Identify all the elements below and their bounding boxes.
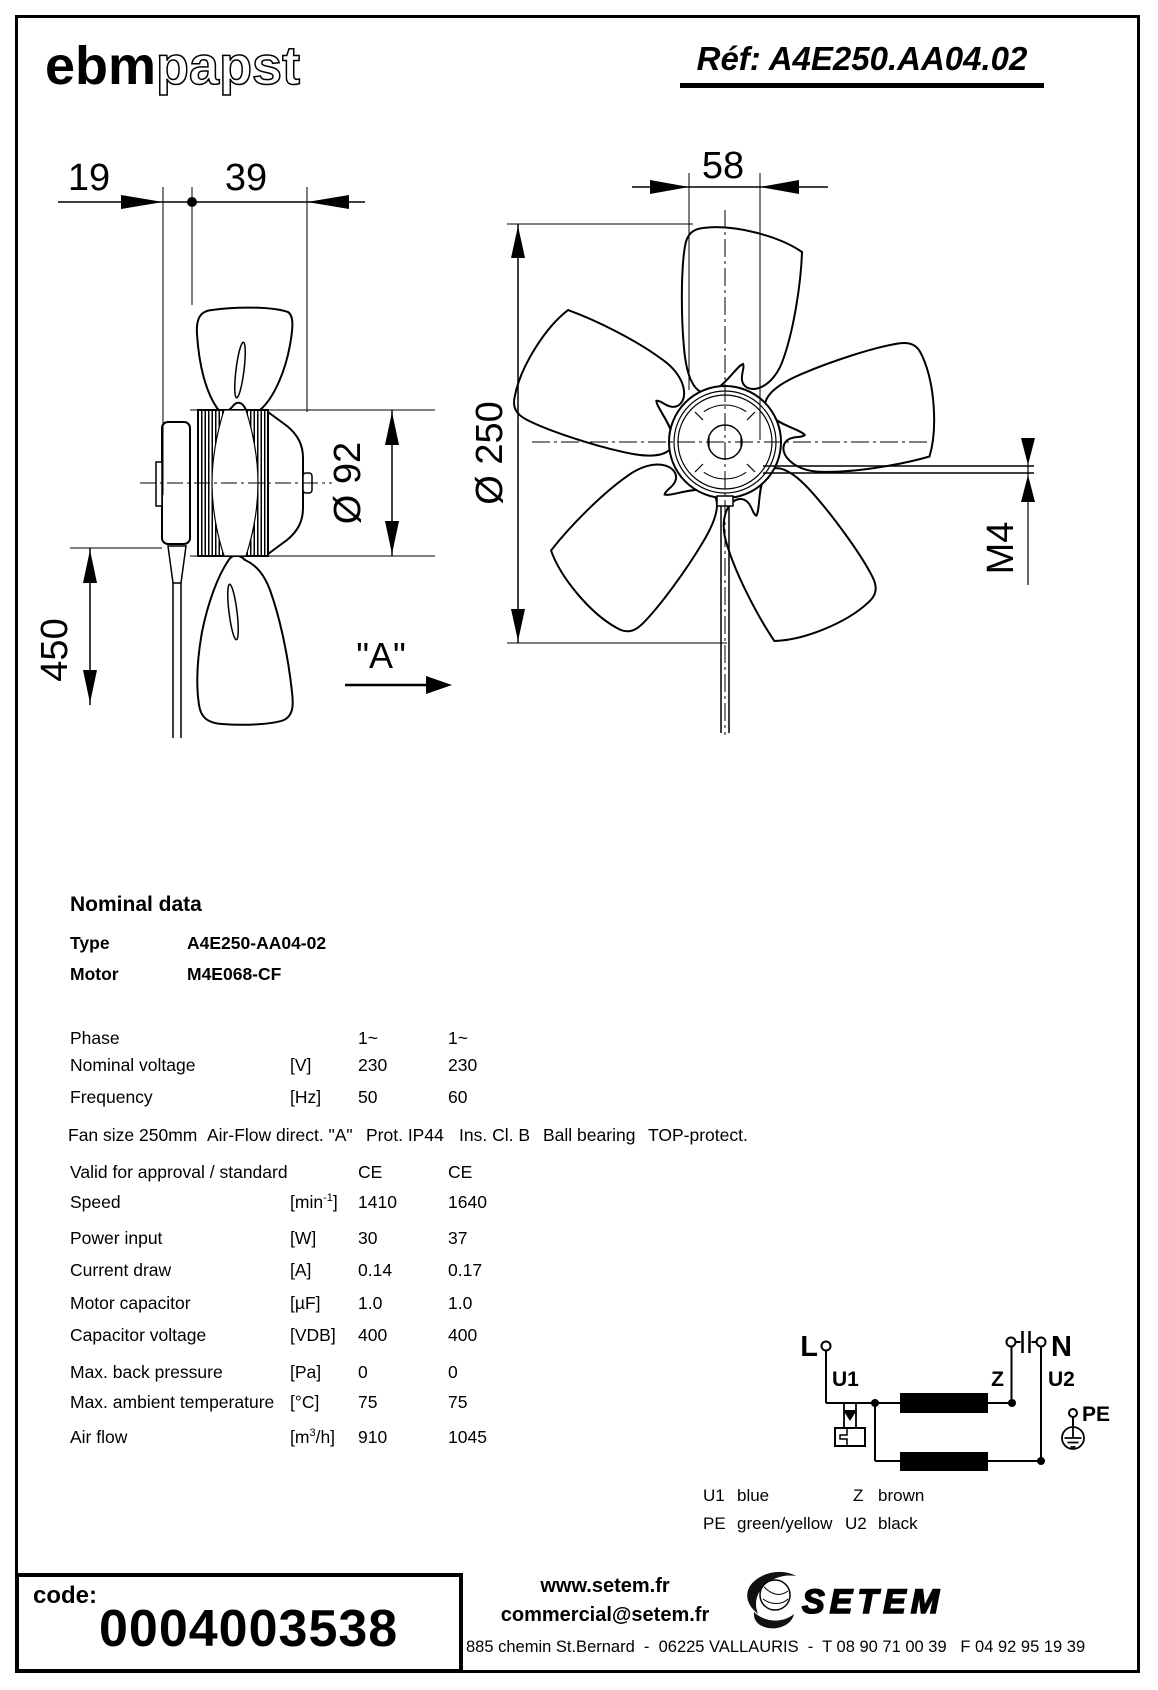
terminal-n-node <box>1037 1338 1046 1347</box>
dim-label-cable-length: 450 <box>34 618 76 682</box>
terminal-node <box>1007 1338 1016 1347</box>
dim-arrow <box>307 195 349 209</box>
terminal-l-node <box>822 1342 831 1351</box>
dim-arrow <box>385 412 399 445</box>
aux-winding <box>900 1452 988 1471</box>
main-winding <box>900 1393 988 1413</box>
z-label: Z <box>991 1368 1004 1391</box>
email-text: commercial@setem.fr <box>500 1604 710 1626</box>
dim-arrow <box>385 521 399 554</box>
legend-pe-value: green/yellow <box>737 1514 833 1533</box>
dim-arrow <box>83 670 97 703</box>
dim-label-19: 19 <box>67 157 111 199</box>
table-row: Nominal voltage [V] 230 230 <box>70 1055 478 1075</box>
pe-label: PE <box>1082 1403 1111 1426</box>
footer-address: 885 chemin St.Bernard - 06225 VALLAURIS - T 08 90 71 00 39 F 04 92 95 19 39 <box>466 1638 1086 1656</box>
setem-globe <box>760 1580 790 1610</box>
legend-u1-value: blue <box>737 1486 770 1505</box>
legend-pe-key: PE <box>703 1514 726 1533</box>
fan-blade-bottom <box>197 556 292 725</box>
airflow-direction-label: "A" <box>356 635 406 676</box>
terminal-box-tab <box>156 462 162 506</box>
dim-arrow <box>511 609 525 641</box>
code-label: code: <box>33 1582 98 1609</box>
legend-z-value: brown <box>878 1486 925 1505</box>
svg-text:ebmpapst <box>45 36 300 96</box>
dim-label-thread: M4 <box>980 521 1022 575</box>
code-box <box>15 1573 463 1673</box>
setem-logo <box>742 1568 957 1630</box>
motor-value: M4E068-CF <box>187 964 282 984</box>
dim-label-39: 39 <box>224 157 268 199</box>
front-view-drawing <box>450 140 1140 740</box>
dim-arrow <box>650 180 689 194</box>
table-row: Phase 1~ 1~ <box>70 1028 468 1048</box>
legend-u1-key: U1 <box>703 1486 725 1505</box>
logo-papst-text: papst <box>156 36 301 96</box>
datasheet-page: ebmpapst Réf: A4E250.AA04.02 19 39 Ø 92 450 "A" 58 Ø 250 M4 Nominal data Type A4E250-AA04-02 Motor M4E068-CF Phase 1~ 1~ Nominal voltage [V] 230 230 Frequency [Hz] 50 60 Fan size 250mm Air-Flow direct. "A" Prot. IP44 Ins. Cl. B Ball bearing TOP-protect. Valid for approval / standard CE CE Speed $[\min^{-1}]$ 1410 1640 Power input [W] 30 37 Current draw [A] 0.14 0.17 Motor capacitor [µF] 1.0 1.0 Capacitor voltage [VDB] 400 400 Max. back pressure [Pa] 0 0 Max. ambient temperature [°C] 75 75 Air flow $[m^3/h]$ 910 1045 L U1 Z N U2 PE U1 blue Z brown PE green/yellow U2 black code: 0004003538 www.setem.fr commercial@setem.fr SETEM 885 chemin St.Bernard - 06225 VALLAURIS - T 08 90 71 00 39 F 04 92 95 19 39 <box>0 0 1158 1690</box>
code-value: 0004003538 <box>99 1600 399 1658</box>
thermal-protector-arrow <box>843 1410 857 1421</box>
legend-u2-key: U2 <box>845 1514 867 1533</box>
table-row: Max. back pressure [Pa] 0 0 <box>70 1362 458 1382</box>
website-text: www.setem.fr <box>540 1575 670 1597</box>
dim-label-fan-diameter: Ø 250 <box>469 401 511 505</box>
table-row: Speed $[\min^{-1}]$ 1410 1640 <box>70 1192 487 1212</box>
table-row: Capacitor voltage [VDB] 400 400 <box>70 1325 478 1345</box>
footer-contact <box>450 1572 760 1630</box>
cable-gland <box>168 546 186 583</box>
ebmpapst-logo <box>45 28 345 100</box>
table-row: Max. ambient temperature [°C] 75 75 <box>70 1392 468 1412</box>
terminal-pe-node <box>1069 1409 1077 1417</box>
dim-arrow <box>83 550 97 583</box>
u1-label: U1 <box>832 1368 859 1391</box>
setem-swoosh-bottom <box>754 1612 794 1628</box>
airflow-arrow-head <box>426 676 452 694</box>
table-row: Air flow $[m^3/h]$ 910 1045 <box>70 1427 487 1447</box>
dim-arrow <box>760 180 799 194</box>
table-row: Frequency [Hz] 50 60 <box>70 1087 468 1107</box>
type-label: Type <box>70 933 110 953</box>
terminal-l-label: L <box>800 1331 818 1363</box>
dim-label-hub-diameter: Ø 92 <box>327 441 369 525</box>
setem-brand-text: SETEM <box>802 1583 945 1621</box>
dim-label-hole-spacing: 58 <box>701 145 745 187</box>
dim-arrow <box>121 195 163 209</box>
dim-arrow <box>1021 438 1035 465</box>
wiring-diagram <box>730 1225 1130 1475</box>
table-row: Current draw [A] 0.14 0.17 <box>70 1260 483 1280</box>
side-view-drawing <box>34 140 460 740</box>
u2-label: U2 <box>1048 1368 1075 1391</box>
legend-u2-value: black <box>878 1514 918 1533</box>
legend-z-key: Z <box>853 1486 864 1505</box>
dim-arrow <box>1021 475 1035 502</box>
table-row: Power input [W] 30 37 <box>70 1228 468 1248</box>
type-value: A4E250-AA04-02 <box>187 933 327 953</box>
table-row: Valid for approval / standard CE CE <box>70 1162 473 1182</box>
reference-title: Réf: A4E250.AA04.02 <box>680 40 1044 88</box>
logo-ebm-text: ebm <box>45 36 157 96</box>
terminal-n-label: N <box>1051 1331 1072 1363</box>
table-row: Motor capacitor [µF] 1.0 1.0 <box>70 1293 473 1313</box>
motor-label: Motor <box>70 964 119 984</box>
dim-arrow <box>511 226 525 258</box>
nominal-data-title: Nominal data <box>70 893 202 916</box>
